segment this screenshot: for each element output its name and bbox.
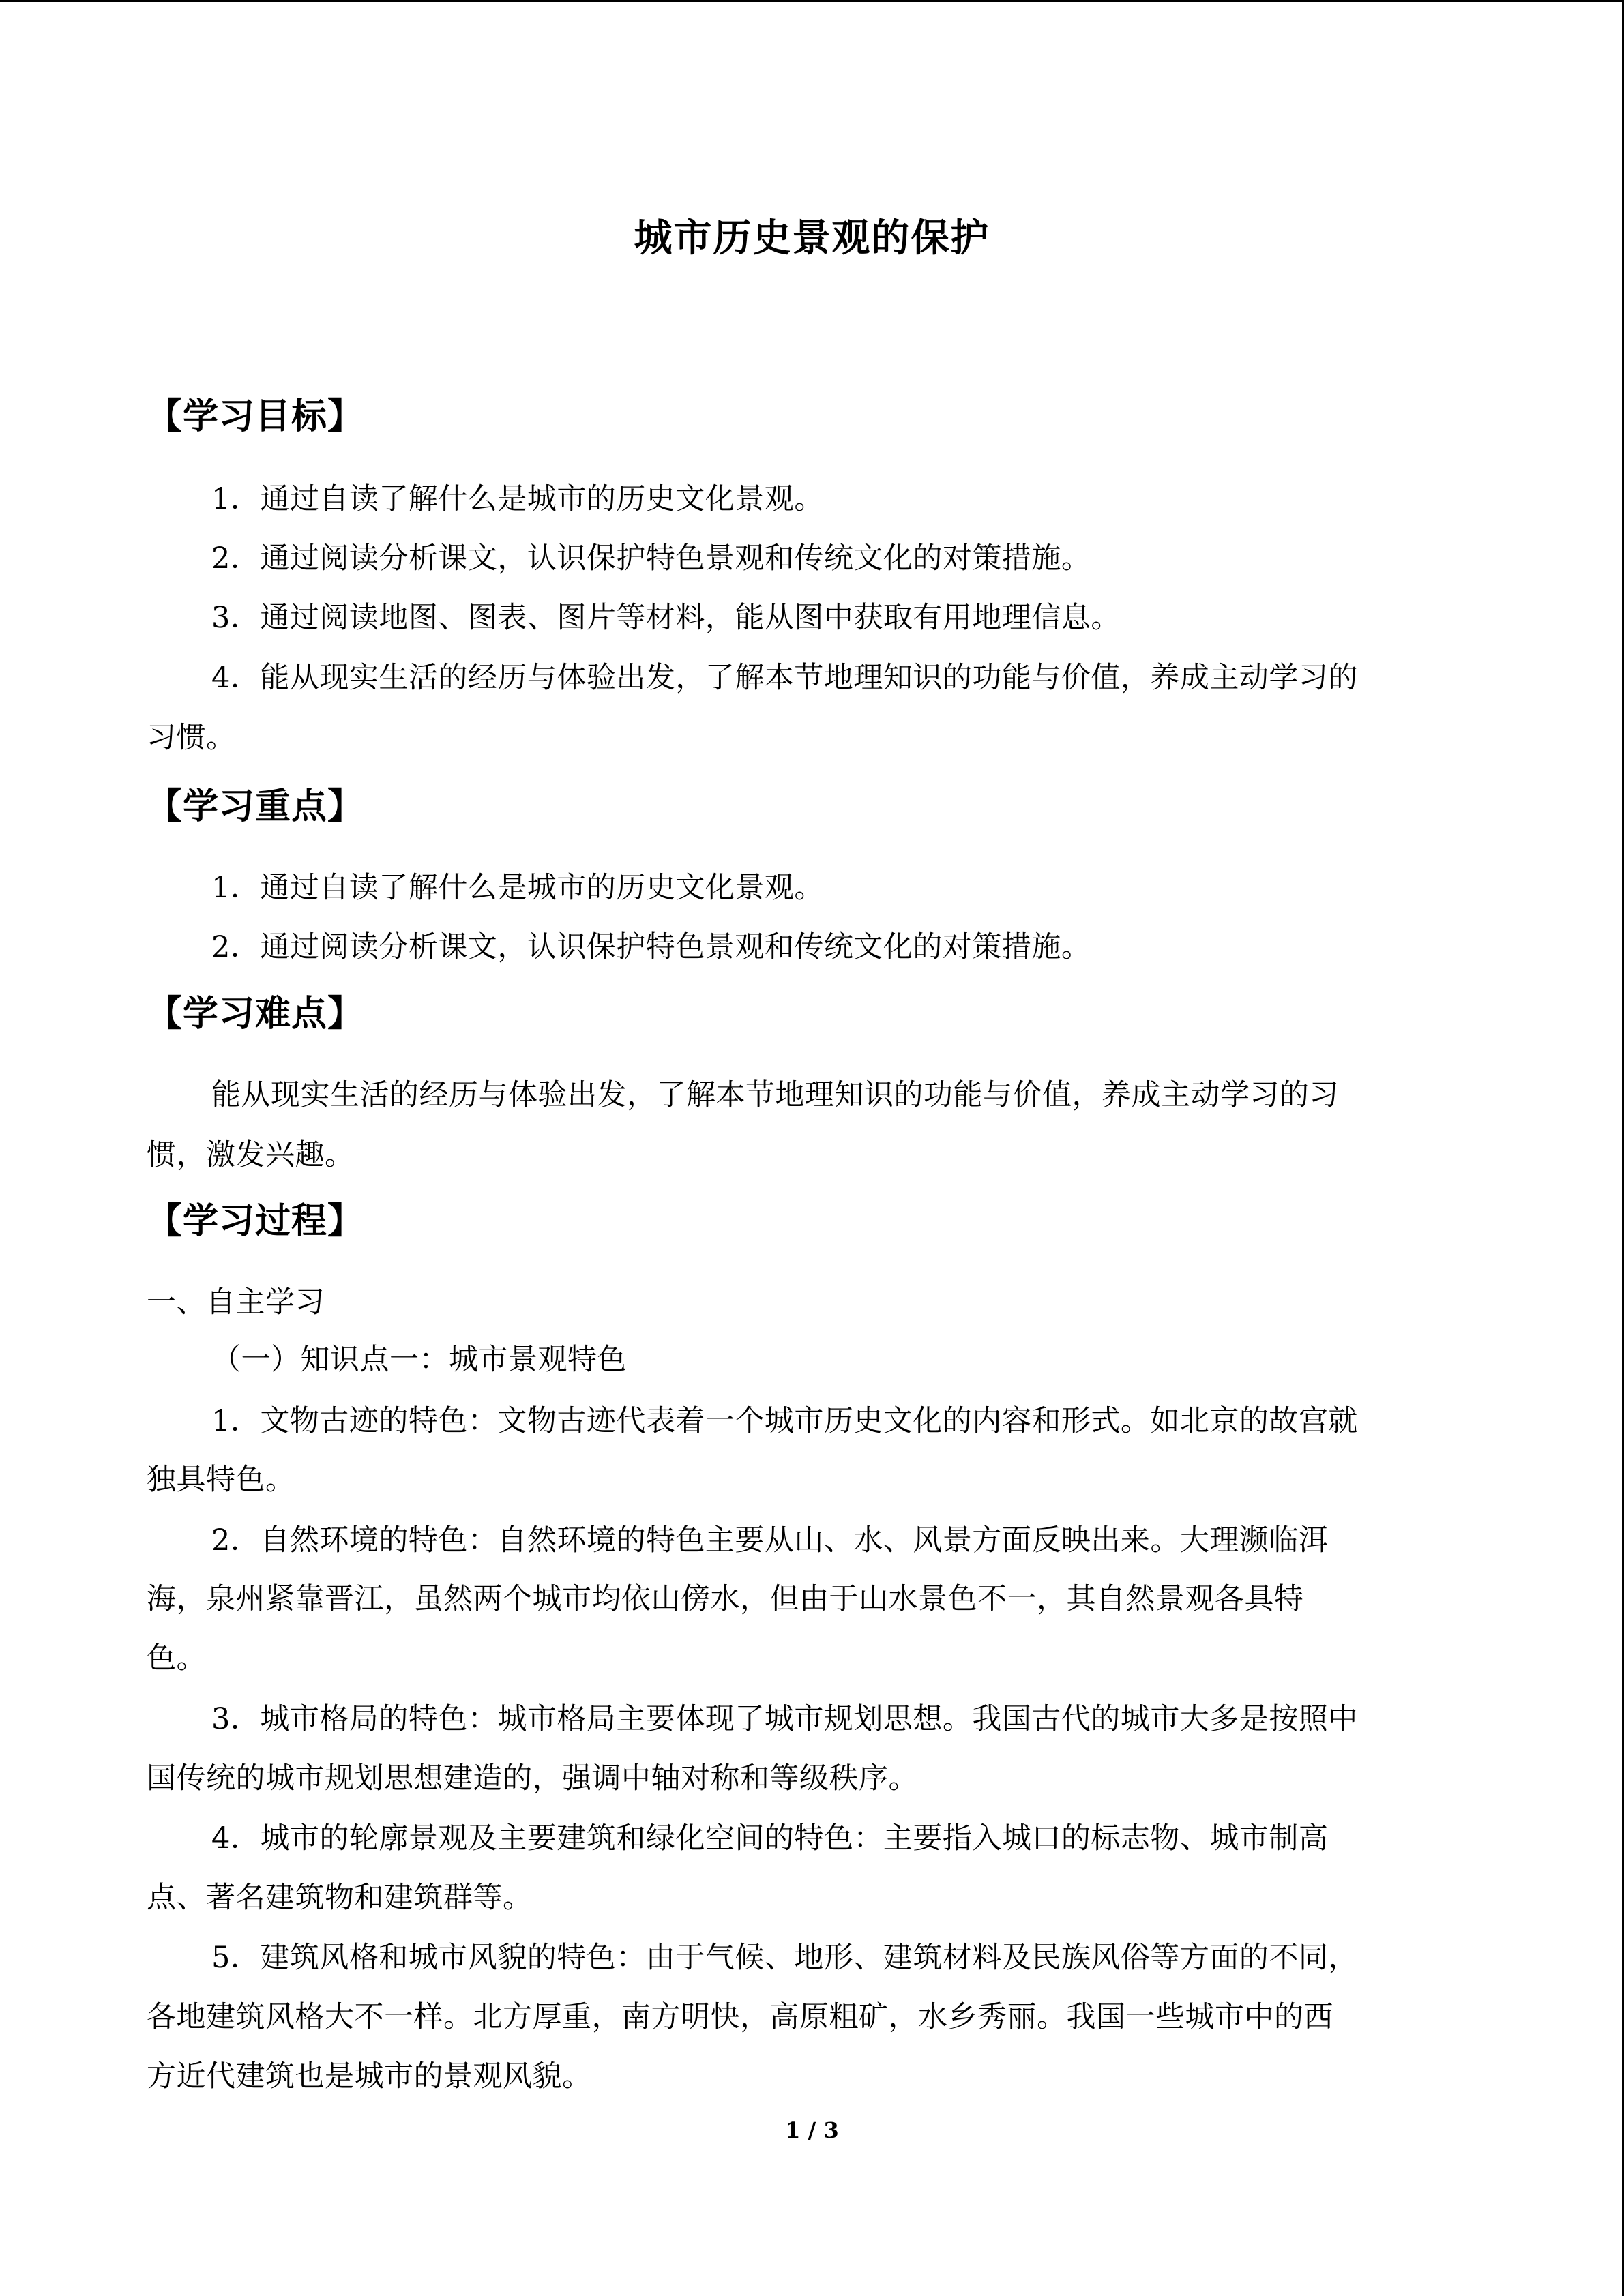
objective-item-3: 3．通过阅读地图、图表、图片等材料，能从图中获取有用地理信息。 bbox=[211, 601, 1121, 635]
process-line-7: 国传统的城市规划思想建造的，强调中轴对称和等级秩序。 bbox=[147, 1761, 918, 1795]
process-line-2: 独具特色。 bbox=[147, 1463, 295, 1497]
objectives-heading: 【学习目标】 bbox=[147, 396, 364, 437]
process-part-1: 一、自主学习 bbox=[147, 1285, 325, 1320]
process-line-5: 色。 bbox=[147, 1641, 206, 1675]
process-line-11: 各地建筑风格大不一样。北方厚重，南方明快，高原粗矿，水乡秀丽。我国一些城市中的西 bbox=[147, 2000, 1333, 2034]
page-title: 城市历史景观的保护 bbox=[634, 216, 990, 260]
process-line-4: 海，泉州紧靠晋江，虽然两个城市均依山傍水，但由于山水景色不一，其自然景观各具特 bbox=[147, 1582, 1304, 1616]
key-point-item-2: 2．通过阅读分析课文，认识保护特色景观和传统文化的对策措施。 bbox=[211, 930, 1091, 964]
difficulty-line-1: 能从现实生活的经历与体验出发，了解本节地理知识的功能与价值，养成主动学习的习 bbox=[211, 1078, 1339, 1112]
objective-item-2: 2．通过阅读分析课文，认识保护特色景观和传统文化的对策措施。 bbox=[211, 541, 1091, 576]
process-line-6: 3．城市格局的特色：城市格局主要体现了城市规划思想。我国古代的城市大多是按照中 bbox=[211, 1702, 1358, 1736]
process-line-9: 点、著名建筑物和建筑群等。 bbox=[147, 1881, 533, 1915]
objective-item-1: 1．通过自读了解什么是城市的历史文化景观。 bbox=[211, 482, 824, 516]
knowledge-point-1: （一）知识点一：城市景观特色 bbox=[211, 1343, 627, 1377]
objective-item-4: 4．能从现实生活的经历与体验出发，了解本节地理知识的功能与价值，养成主动学习的 bbox=[211, 661, 1358, 695]
objective-item-4-cont: 习惯。 bbox=[147, 721, 236, 755]
key-points-heading: 【学习重点】 bbox=[147, 786, 364, 827]
page-border-top bbox=[0, 0, 1624, 2]
difficulty-line-2: 惯，激发兴趣。 bbox=[147, 1138, 355, 1172]
process-heading: 【学习过程】 bbox=[147, 1201, 364, 1242]
process-line-3: 2．自然环境的特色：自然环境的特色主要从山、水、风景方面反映出来。大理濒临洱 bbox=[211, 1523, 1329, 1557]
key-point-item-1: 1．通过自读了解什么是城市的历史文化景观。 bbox=[211, 871, 824, 905]
difficulties-heading: 【学习难点】 bbox=[147, 994, 364, 1034]
process-line-8: 4．城市的轮廓景观及主要建筑和绿化空间的特色：主要指入城口的标志物、城市制高 bbox=[211, 1821, 1329, 1855]
process-line-10: 5．建筑风格和城市风貌的特色：由于气候、地形、建筑材料及民族风俗等方面的不同， bbox=[211, 1941, 1358, 1975]
process-line-12: 方近代建筑也是城市的景观风貌。 bbox=[147, 2059, 592, 2093]
process-line-1: 1．文物古迹的特色：文物古迹代表着一个城市历史文化的内容和形式。如北京的故宫就 bbox=[211, 1404, 1358, 1438]
page-number: 1 / 3 bbox=[785, 2117, 839, 2143]
